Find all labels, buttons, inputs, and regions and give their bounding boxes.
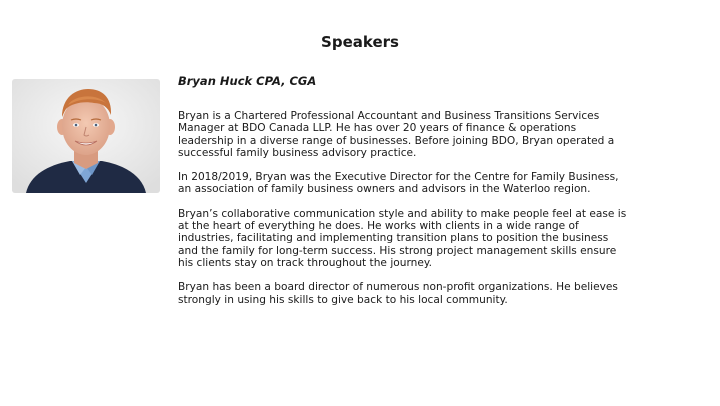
bio-paragraph: Bryan is a Chartered Professional Accountant and Business Transitions Services Manager at BDO Canada LLP. He has over 20 years of finance & operations leadership in a diverse range of businesses. Before joining BDO, Bryan operated a successful family business advisory practice.	[178, 110, 615, 159]
bio-paragraph: Bryan has been a board director of numerous non-profit organizations. He believes strongly in using his skills to give back to his local community.	[178, 281, 618, 306]
slide-title: Speakers	[321, 33, 399, 51]
speaker-bio	[178, 110, 678, 318]
bio-paragraph: In 2018/2019, Bryan was the Executive Director for the Centre for Family Business, an association of family business owners and advisors in the Waterloo region.	[178, 171, 619, 196]
speaker-photo	[12, 79, 160, 193]
speaker-portrait-icon	[12, 79, 160, 193]
bio-paragraph: Bryan’s collaborative communication style and ability to make people feel at ease is at the heart of everything he does. He works with clients in a wide range of industries, facilitating and implementing transition plans to position the business and the family for long-term success. His strong project management skills ensure his clients stay on track throughout the journey.	[178, 207, 627, 269]
speaker-name: Bryan Huck CPA, CGA	[178, 74, 317, 88]
